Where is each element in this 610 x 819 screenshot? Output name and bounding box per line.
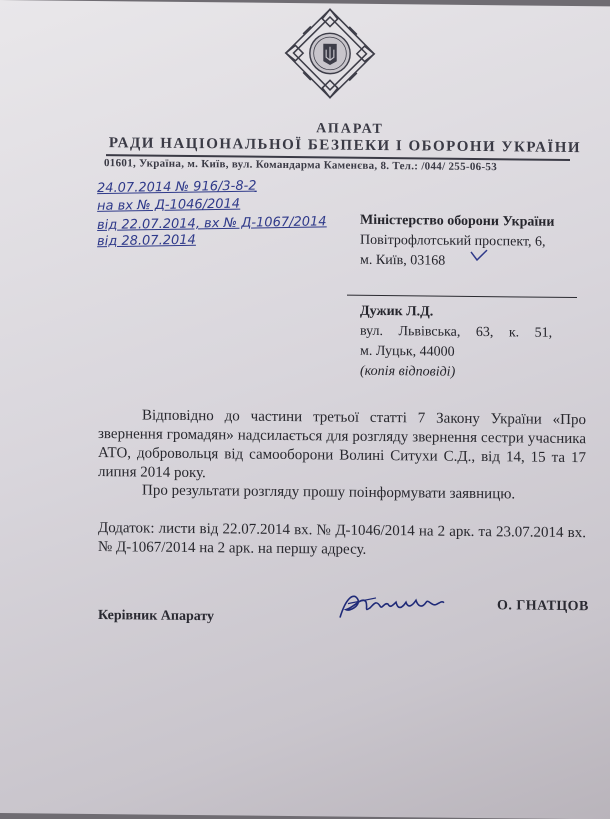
emblem-icon (282, 5, 378, 102)
recipient-1-name: Міністерство оборони України (360, 212, 555, 230)
signatory-title: Керівник Апарату (98, 608, 215, 625)
recipient-2-name: Дужик Л.Д. (360, 303, 434, 320)
recipient-2-city: м. Луцьк, 44000 (360, 343, 455, 360)
recipient-1-city: м. Київ, 03168 (360, 252, 446, 269)
registration-line-1: 24.07.2014 № 916/3-8-2 (96, 178, 257, 197)
recipient-1-street: Повітрофлотський проспект, 6, (360, 232, 546, 250)
handwritten-signature-icon (336, 588, 446, 625)
body-paragraph-3: Додаток: листи від 22.07.2014 вх. № Д-1046/2014 на 2 арк. та 23.07.2014 вх. № Д-1067/2014 на 2 арк. на першу адресу. (98, 520, 586, 558)
recipient-2-note: (копія відповіді) (360, 363, 456, 380)
check-mark-icon (470, 249, 488, 261)
council-title: РАДИ НАЦІОНАЛЬНОЇ БЕЗПЕКИ І ОБОРОНИ УКРАЇНИ (108, 135, 582, 157)
registration-line-3: від 22.07.2014, вх № Д-1067/2014 (96, 214, 327, 234)
registration-line-2: на вх № Д-1046/2014 (96, 196, 241, 214)
recipient-2-street: вул. Львівська, 63, к. 51, (360, 323, 553, 341)
body-paragraph-1: Відповідно до частини третьої статті 7 Закону України «Про звернення громадян» надсилається для розгляду звернення сестри учасника АТО, добровольця від самооборони Волині Ситухи С.Д., від 14, 15 та 17 липня 2014 року. (98, 407, 586, 482)
agency-title: АПАРАТ (316, 121, 384, 138)
signatory-name: О. ГНАТЦОВ (497, 598, 589, 615)
body-paragraph-2: Про результати розгляду прошу поінформувати заявницю. (142, 482, 516, 503)
header-address: 01601, Україна, м. Київ, вул. Командарма Каменєва, 8. Тел.: /044/ 255-06-53 (104, 157, 498, 174)
registration-line-4: від 28.07.2014 (96, 232, 197, 250)
recipient-separator (347, 295, 577, 298)
